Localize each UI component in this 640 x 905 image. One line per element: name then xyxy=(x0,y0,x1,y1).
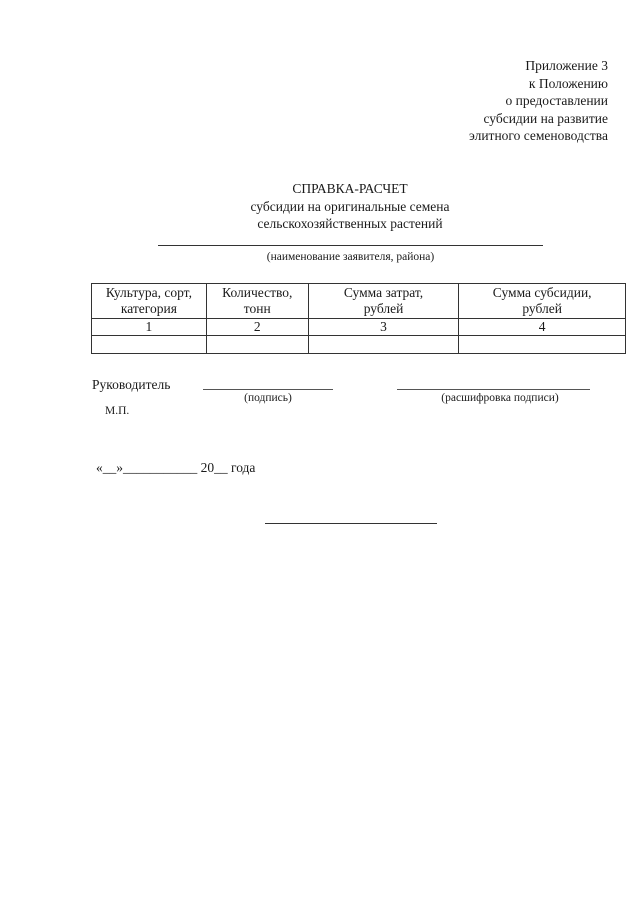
blank-cell xyxy=(459,336,626,354)
header-cell-costs xyxy=(308,284,459,319)
signature-blank-line xyxy=(203,389,333,390)
decoding-blank-line xyxy=(397,389,590,390)
column-number-cell: 4 xyxy=(459,319,626,336)
title-subtitle: сельскохозяйственных растений xyxy=(257,216,443,232)
header-cell-quantity xyxy=(206,284,308,319)
blank-cell xyxy=(308,336,459,354)
header-text: Сумма субсидии, xyxy=(492,285,592,300)
header-text: тонн xyxy=(243,301,271,316)
table-row xyxy=(92,319,626,336)
appendix-line: элитного семеноводства xyxy=(469,128,608,144)
document-title xyxy=(0,180,640,233)
appendix-line: субсидии на развитие xyxy=(483,110,608,126)
appendix-line: к Положению xyxy=(528,75,608,91)
head-label: Руководитель xyxy=(92,377,171,392)
column-number-cell: 1 xyxy=(92,319,207,336)
bottom-blank-line xyxy=(265,523,437,524)
appendix-line: о предоставлении xyxy=(505,93,608,109)
header-text: Сумма затрат, xyxy=(343,285,424,300)
appendix-line: Приложение 3 xyxy=(525,58,608,73)
applicant-blank-line xyxy=(158,245,543,246)
table-header-row xyxy=(92,284,626,319)
title-subtitle: субсидии на оригинальные семена xyxy=(250,198,450,214)
date-line: «__»___________ 20__ года xyxy=(96,460,256,475)
decoding-caption: (расшифровка подписи) xyxy=(441,392,559,404)
table-row xyxy=(92,336,626,354)
header-text: категория xyxy=(120,301,177,316)
applicant-caption: (наименование заявителя, района) xyxy=(266,251,435,263)
header-text: рублей xyxy=(363,301,404,316)
appendix-reference xyxy=(469,57,608,145)
signature-caption: (подпись) xyxy=(244,392,292,404)
blank-cell xyxy=(92,336,207,354)
title-heading: СПРАВКА-РАСЧЕТ xyxy=(292,181,408,196)
calculation-table xyxy=(91,283,626,354)
stamp-label: М.П. xyxy=(105,405,130,417)
blank-cell xyxy=(206,336,308,354)
header-text: Количество, xyxy=(222,285,293,300)
column-number-cell: 3 xyxy=(308,319,459,336)
header-cell-subsidy xyxy=(459,284,626,319)
header-text: рублей xyxy=(522,301,562,316)
header-cell-crop xyxy=(92,284,207,319)
column-number-cell: 2 xyxy=(206,319,308,336)
header-text: Культура, сорт, xyxy=(105,285,192,300)
